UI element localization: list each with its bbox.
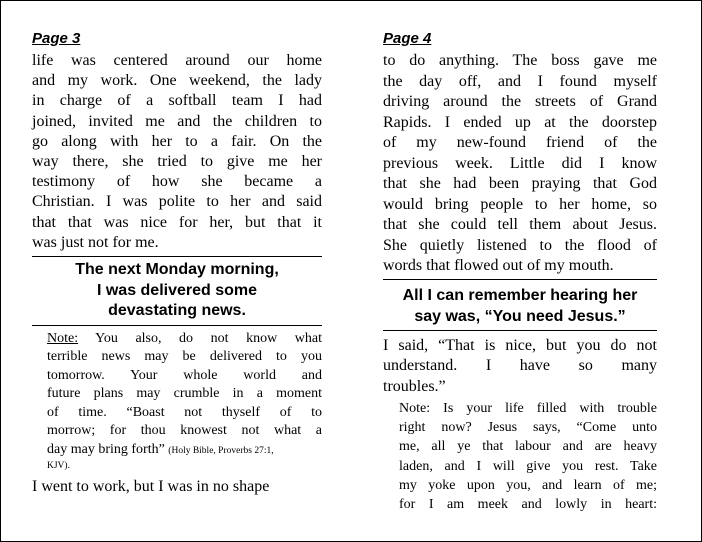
text-line: understand. I have so many — [383, 357, 657, 374]
note-lead: Note: — [47, 330, 79, 346]
text-line: in charge of a softball team I had — [32, 92, 322, 110]
text-line: Christian. I was polite to her and said — [32, 193, 322, 211]
text-line: to do anything. The boss gave me — [383, 52, 657, 69]
text-line: that that was nice for her, but that it — [32, 213, 322, 231]
text-line: life was centered around our home — [32, 52, 322, 69]
text-line: previous week. Little did I know — [383, 154, 657, 172]
note-line: morrow; for thou knowest not what a — [47, 423, 322, 439]
callout-line: say was, “You need Jesus.” — [414, 307, 626, 325]
closing-line: I went to work, but I was in no shape — [32, 478, 270, 496]
callout-line: I was delivered some — [96, 281, 258, 299]
rule-bottom-left — [32, 325, 322, 326]
note-left — [32, 330, 322, 474]
left-body-text — [32, 51, 322, 253]
callout-right — [383, 285, 657, 327]
note-right — [383, 399, 657, 514]
text-line: testimony of how she became a — [32, 173, 322, 191]
right-page — [383, 30, 657, 514]
text-line: words that flowed out of my mouth. — [383, 257, 614, 274]
right-after-text — [383, 336, 657, 398]
text-line: driving around the streets of Grand — [383, 93, 657, 110]
note-line: for I am meek and lowly in heart: — [399, 497, 657, 513]
callout-line: The next Monday morning, — [75, 261, 279, 279]
text-line: way there, she tried to give me her — [32, 153, 322, 171]
text-line: of my new-found friend of the — [383, 134, 657, 151]
text-line: that she could tell them about Jesus. — [383, 216, 657, 233]
left-page — [32, 30, 322, 497]
note-line: right now? Jesus says, “Come unto — [399, 420, 657, 436]
text-line: the day off, and I found myself — [383, 72, 657, 90]
text-line: was just not for me. — [32, 233, 159, 251]
callout-line: All I can remember hearing her — [402, 286, 638, 304]
note-line: KJV). — [47, 461, 70, 472]
note-line: my yoke upon you, and learn of me; — [399, 477, 657, 493]
page-label-right: Page 4 — [383, 30, 432, 47]
text-line: would bring people to her home, so — [383, 195, 657, 213]
callout-line: devastating news. — [108, 302, 246, 320]
rule-top-left — [32, 256, 322, 257]
right-body-text — [383, 51, 657, 277]
note-line: future plans may crumble in a moment — [47, 386, 322, 402]
text-line: joined, invited me and the children to — [32, 112, 322, 130]
text-line: She quietly listened to the flood of — [383, 236, 657, 254]
text-line: go along with her to a fair. On the — [32, 132, 322, 150]
page-label-left: Page 3 — [32, 30, 81, 47]
note-line: day may bring forth” (Holy Bible, Proverbs 27:1, — [47, 441, 274, 457]
citation: (Holy Bible, Proverbs 27:1, — [168, 445, 274, 456]
text-line: Rapids. I ended up at the doorstep — [383, 113, 657, 131]
text-line: and my work. One weekend, the lady — [32, 72, 322, 90]
rule-bottom-right — [383, 330, 657, 331]
text-line: troubles.” — [383, 377, 446, 395]
note-line: laden, and I will give you rest. Take — [399, 458, 657, 474]
text-line: I said, “That is nice, but you do not — [383, 336, 657, 354]
note-line: Note: You also, do not know what — [47, 330, 322, 346]
note-line: tomorrow. Your whole world and — [47, 367, 322, 383]
note-line: of time. “Boast not thyself of to — [47, 404, 322, 420]
callout-left — [32, 260, 322, 322]
rule-top-right — [383, 279, 657, 280]
note-line: me, all ye that labour and are heavy — [399, 439, 657, 455]
note-line: Note: Is your life filled with trouble — [399, 401, 657, 416]
text-line: that she had been praying that God — [383, 175, 657, 192]
note-line: terrible news may be delivered to you — [47, 349, 322, 365]
